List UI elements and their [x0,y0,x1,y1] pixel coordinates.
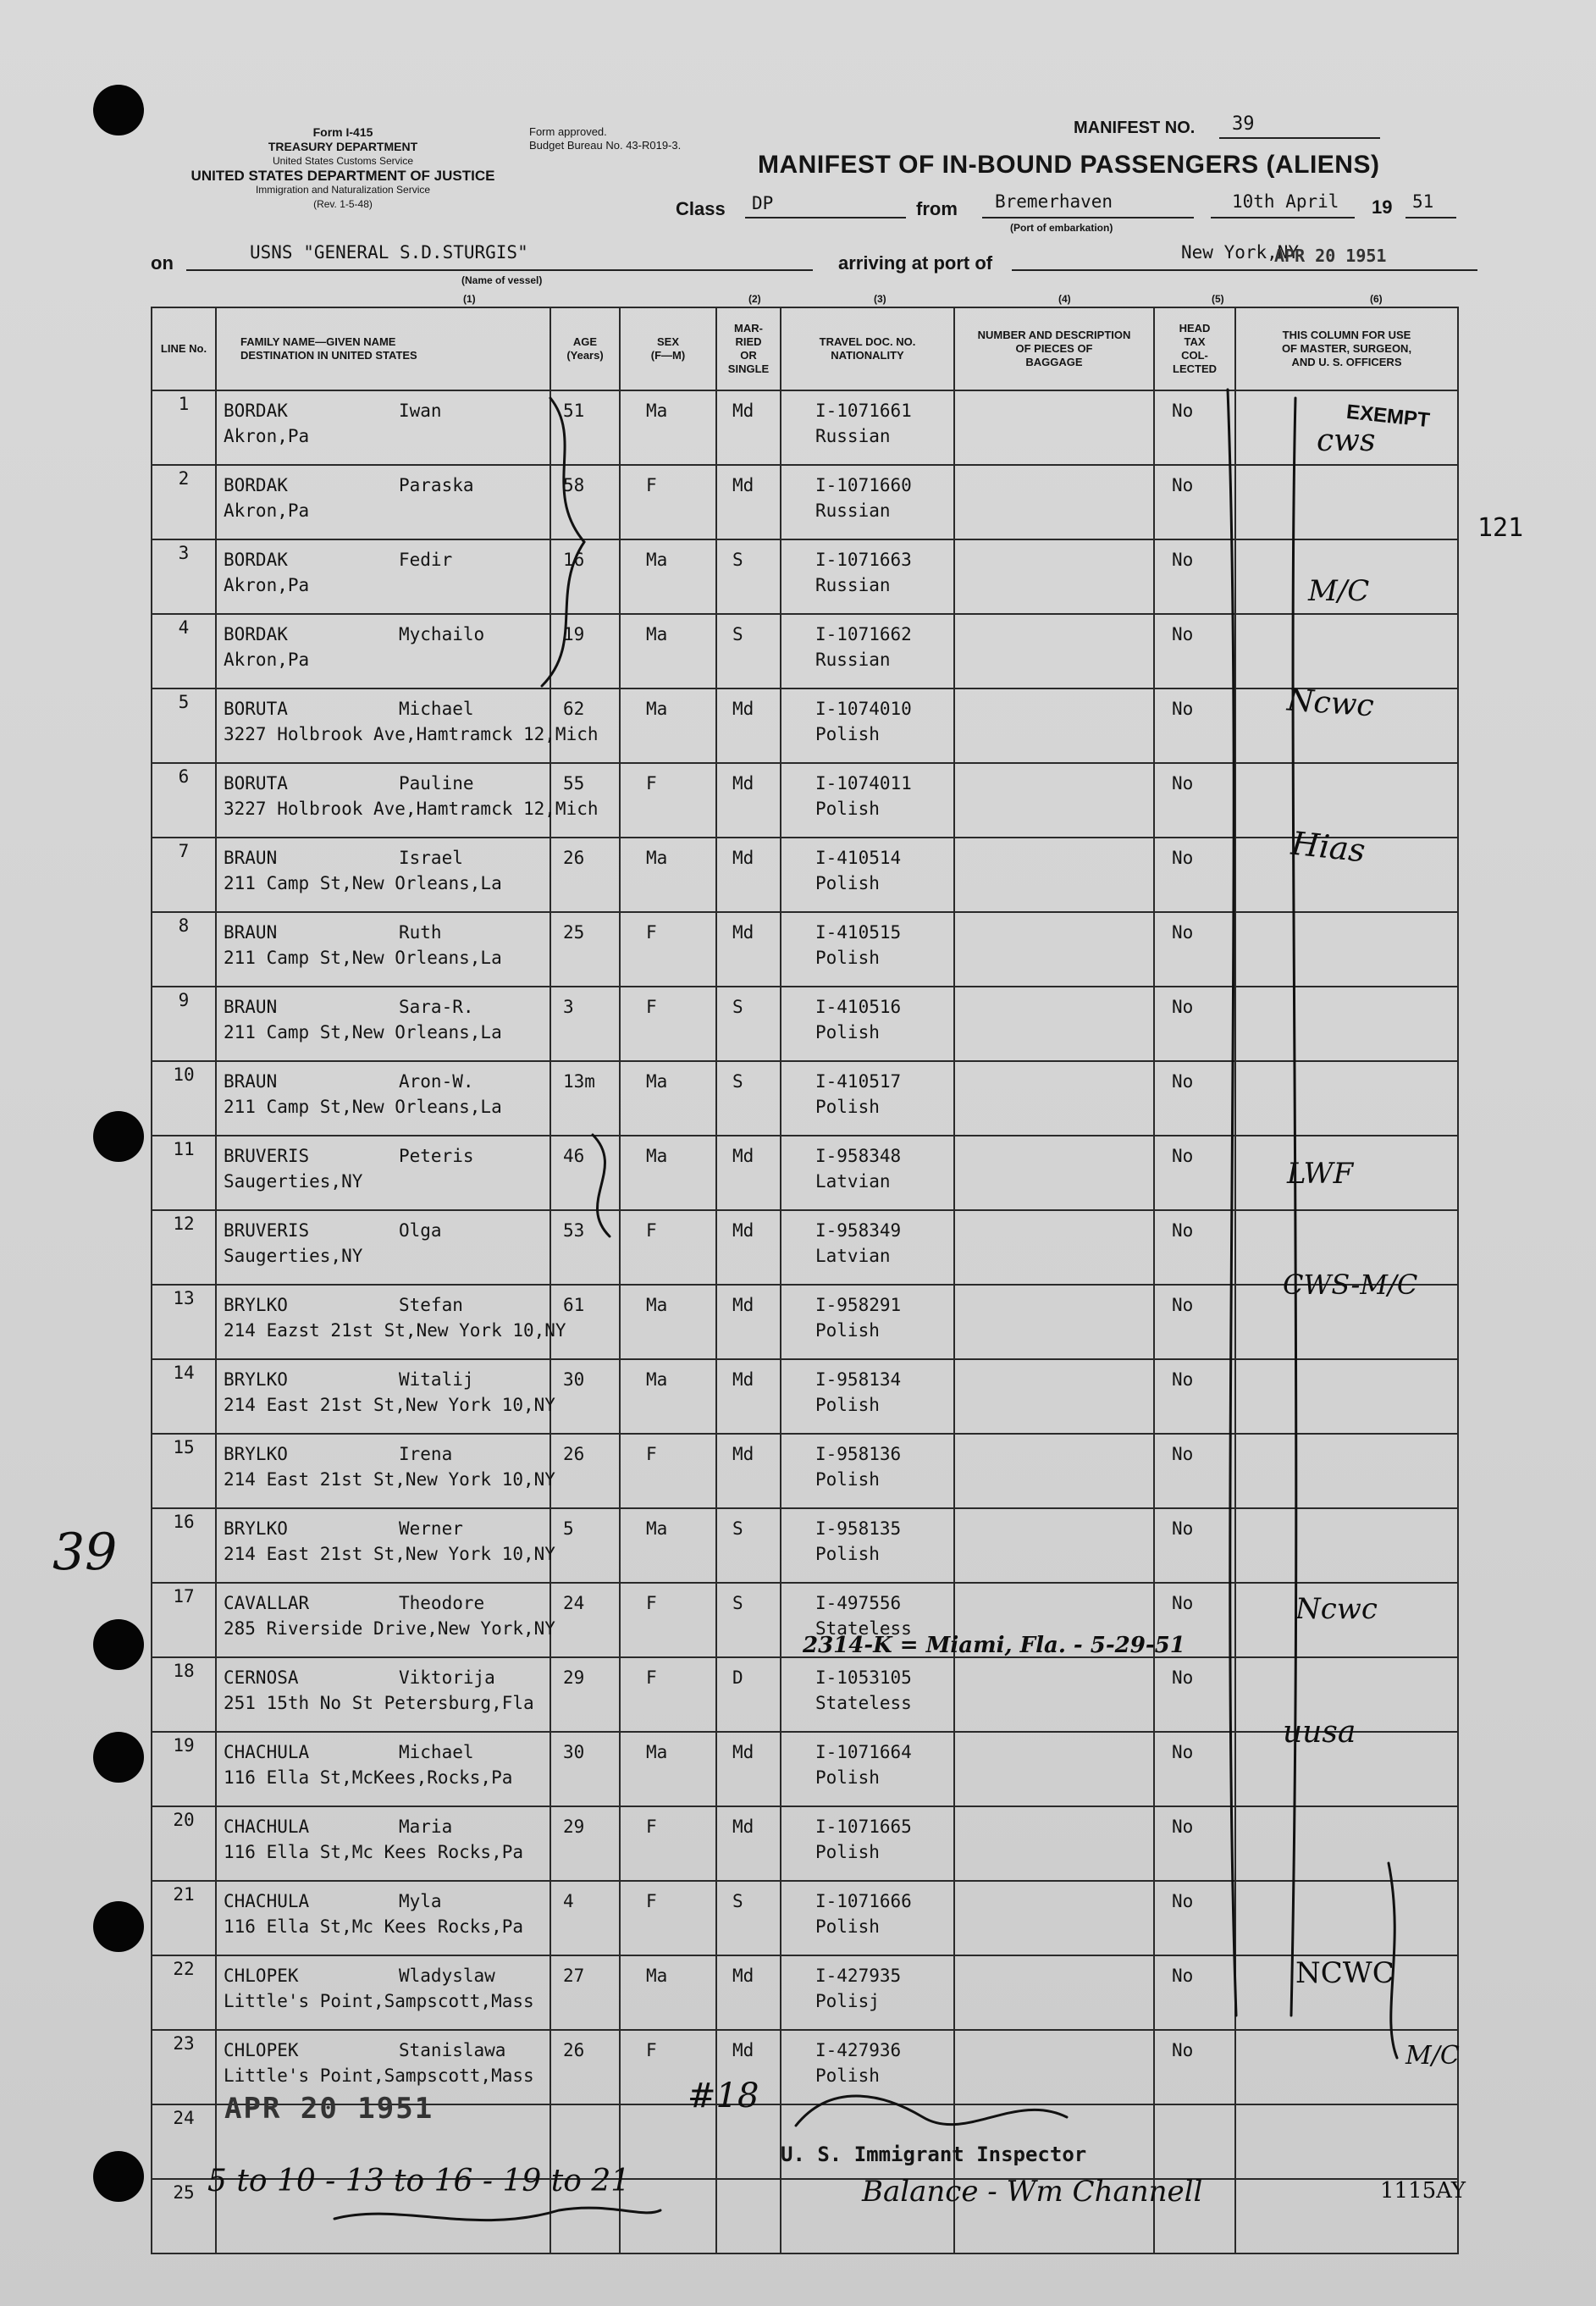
cws-annotation: cws [1317,423,1376,458]
sex-cell: F [620,912,716,987]
ins-line: Immigration and Naturalization Service [255,184,431,196]
head-tax-cell: No [1154,1657,1235,1732]
nationality: Stateless [815,1618,912,1639]
marital-cell: Md [716,912,781,987]
doc-number: I-427935 [815,1966,902,1986]
age-cell: 5 [550,1508,620,1583]
family-name: CHLOPEK [224,1966,299,1986]
sex-cell: Ma [620,838,716,912]
head-tax-cell: No [1154,1955,1235,2030]
cws-mc-annotation: CWS-M/C [1283,1269,1418,1301]
sex-cell: F [620,1881,716,1955]
marital-cell: Md [716,465,781,539]
doc-number: I-1071665 [815,1817,912,1837]
bottom-range-note: 5 to 10 - 13 to 16 - 19 to 21 [207,2164,631,2198]
doc-number: I-958136 [815,1444,902,1464]
doc-number: I-1074010 [815,699,912,719]
given-name: Theodore [399,1593,485,1613]
given-name: Maria [399,1817,453,1837]
given-name: Aron-W. [399,1071,474,1092]
head-tax-cell: No [1154,987,1235,1061]
ncwc-annotation-3: NCWC [1295,1956,1394,1990]
line-number: 6 [152,763,216,838]
nationality: Polish [815,1842,880,1862]
sex-cell: Ma [620,1285,716,1359]
marital-cell: D [716,1657,781,1732]
given-name: Werner [399,1518,463,1539]
ncwc-annotation: Ncwc [1285,683,1375,724]
age-cell: 26 [550,2030,620,2104]
col-sex: SEX (F—M) [620,307,716,390]
class-value: DP [752,193,774,213]
col-officers: THIS COLUMN FOR USE OF MASTER, SURGEON, AND U. S. OFFICERS [1235,307,1458,390]
family-name: BRAUN [224,997,278,1017]
destination: 285 Riverside Drive,New York,NY [224,1618,555,1639]
marital-cell: S [716,987,781,1061]
destination: Saugerties,NY [224,1171,363,1192]
nationality: Polish [815,1544,880,1564]
page-number-annotation: 121 [1477,513,1524,543]
line-number: 10 [152,1061,216,1136]
inspector-label: U. S. Immigrant Inspector [781,2143,1087,2166]
sex-cell: F [620,1210,716,1285]
balance-date-note: 1115AY [1380,2178,1466,2204]
sex-cell: Ma [620,1061,716,1136]
signature-stroke [796,2096,1067,2126]
nationality: Latvian [815,1246,891,1266]
given-name: Witalij [399,1369,474,1390]
sex-cell: Ma [620,539,716,614]
destination: Little's Point,Sampscott,Mass [224,1991,534,2011]
col-line: LINE No. [152,307,216,390]
family-name: BORDAK [224,475,288,495]
destination: Akron,Pa [224,650,310,670]
from-label: from [916,198,958,219]
exempt-annotation: EXEMPT [1345,400,1431,433]
sex-cell: Ma [620,1136,716,1210]
age-cell: 30 [550,1732,620,1806]
family-name: BORUTA [224,773,288,794]
given-name: Mychailo [399,624,485,644]
marital-cell: Md [716,763,781,838]
col-name: FAMILY NAME—GIVEN NAME DESTINATION IN UNITED STATES [216,307,550,390]
line-number: 9 [152,987,216,1061]
ncwc-annotation-2: Ncwc [1295,1592,1378,1626]
line-number: 8 [152,912,216,987]
head-tax-cell: No [1154,1434,1235,1508]
age-cell: 55 [550,763,620,838]
head-tax-cell: No [1154,614,1235,688]
destination: 211 Camp St,New Orleans,La [224,873,502,893]
destination: Akron,Pa [224,575,310,595]
sex-cell: F [620,1657,716,1732]
balance-note: Balance - Wm Channell [862,2175,1203,2209]
head-tax-cell: No [1154,1881,1235,1955]
doc-number: I-1071664 [815,1742,912,1762]
line-number: 23 [152,2030,216,2104]
nationality: Russian [815,575,891,595]
age-cell: 53 [550,1210,620,1285]
age-cell: 16 [550,539,620,614]
nationality: Polish [815,1320,880,1341]
arrival-date-stamp: APR 20 1951 [1274,246,1387,266]
marital-cell: S [716,614,781,688]
marital-cell: Md [716,838,781,912]
family-name: BRYLKO [224,1444,288,1464]
doc-number: I-1074011 [815,773,912,794]
col-num-3: (3) [874,293,886,305]
sex-cell: F [620,763,716,838]
line-number: 14 [152,1359,216,1434]
given-name: Michael [399,1742,474,1762]
line-number: 17 [152,1583,216,1657]
marital-cell: Md [716,1359,781,1434]
given-name: Ruth [399,922,442,943]
given-name: Wladyslaw [399,1966,495,1986]
bracket-stroke [593,1135,610,1236]
line-number: 24 [152,2104,216,2179]
col-travel-doc: TRAVEL DOC. NO. NATIONALITY [781,307,954,390]
age-cell: 30 [550,1359,620,1434]
family-name: BRYLKO [224,1369,288,1390]
destination: 3227 Holbrook Ave,Hamtramck 12,Mich [224,799,599,819]
line-number: 4 [152,614,216,688]
family-name: BRAUN [224,848,278,868]
doc-number: I-1071663 [815,550,912,570]
doc-number: I-958349 [815,1220,902,1241]
lwf-annotation: LWF [1287,1157,1354,1191]
hias-annotation: Hias [1289,824,1367,870]
sex-cell: F [620,1583,716,1657]
sex-cell: F [620,1806,716,1881]
head-tax-cell: No [1154,1806,1235,1881]
form-number: Form I-415 [312,125,373,139]
page-title: MANIFEST OF IN-BOUND PASSENGERS (ALIENS) [758,151,1380,179]
line-number: 15 [152,1434,216,1508]
given-name: Fedir [399,550,453,570]
nationality: Polish [815,948,880,968]
head-tax-cell: No [1154,1210,1235,1285]
family-name: BRYLKO [224,1295,288,1315]
col-num-2: (2) [748,293,761,305]
age-cell: 58 [550,465,620,539]
family-name: CHACHULA [224,1742,310,1762]
age-cell: 61 [550,1285,620,1359]
arrival-port: New York,NY [1181,242,1300,263]
marital-cell: S [716,539,781,614]
doc-number: I-1071662 [815,624,912,644]
destination: 3227 Holbrook Ave,Hamtramck 12,Mich [224,724,599,744]
given-name: Paraska [399,475,474,495]
head-tax-cell: No [1154,390,1235,465]
given-name: Myla [399,1891,442,1911]
vertical-pen-line [1228,390,1236,2016]
destination: 211 Camp St,New Orleans,La [224,1022,502,1042]
line-number: 20 [152,1806,216,1881]
head-tax-cell: No [1154,2030,1235,2104]
head-tax-cell: No [1154,912,1235,987]
sex-cell: F [620,465,716,539]
line-number: 18 [152,1657,216,1732]
destination: 214 East 21st St,New York 10,NY [224,1544,555,1564]
sex-cell: Ma [620,614,716,688]
sex-cell: Ma [620,688,716,763]
nationality: Polish [815,1395,880,1415]
destination: 214 East 21st St,New York 10,NY [224,1395,555,1415]
age-cell: 51 [550,390,620,465]
doc-number: I-958348 [815,1146,902,1166]
destination: 116 Ella St,Mc Kees Rocks,Pa [224,1916,524,1937]
doc-number: I-1071660 [815,475,912,495]
given-name: Iwan [399,401,442,421]
marital-cell: Md [716,1955,781,2030]
col-married: MAR- RIED OR SINGLE [716,307,781,390]
col-num-4: (4) [1058,293,1071,305]
date-day: 10th April [1232,191,1339,212]
age-cell: 26 [550,838,620,912]
nationality: Latvian [815,1171,891,1192]
head-tax-cell: No [1154,1508,1235,1583]
destination: 116 Ella St,McKees,Rocks,Pa [224,1767,513,1788]
age-cell: 29 [550,1806,620,1881]
destination: 251 15th No St Petersburg,Fla [224,1693,534,1713]
nationality: Polish [815,2065,880,2086]
head-tax-cell: No [1154,1583,1235,1657]
nationality: Russian [815,650,891,670]
given-name: Stanislawa [399,2040,506,2060]
nationality: Polish [815,1767,880,1788]
form-approved-text: Form approved. [529,125,607,138]
manifest-no-value: 39 [1232,113,1255,135]
marital-cell: S [716,1508,781,1583]
budget-bureau-text: Budget Bureau No. 43-R019-3. [529,139,682,152]
nationality: Polish [815,724,880,744]
given-name: Stefan [399,1295,463,1315]
nationality: Polish [815,873,880,893]
justice-department: UNITED STATES DEPARTMENT OF JUSTICE [191,168,495,184]
age-cell: 62 [550,688,620,763]
marital-cell: Md [716,1732,781,1806]
cernosa-note: 2314-K = Miami, Fla. - 5-29-51 [803,1633,1185,1658]
head-tax-cell: No [1154,1061,1235,1136]
destination: 214 East 21st St,New York 10,NY [224,1469,555,1490]
marital-cell: Md [716,688,781,763]
nationality: Polish [815,1097,880,1117]
doc-number: I-1071661 [815,401,912,421]
given-name: Michael [399,699,474,719]
family-name: BRAUN [224,1071,278,1092]
destination: Akron,Pa [224,426,310,446]
head-tax-cell: No [1154,1732,1235,1806]
line-number: 12 [152,1210,216,1285]
on-label: on [151,252,174,274]
sex-cell: F [620,1434,716,1508]
line-number: 5 [152,688,216,763]
col-head-tax: HEAD TAX COL- LECTED [1154,307,1235,390]
line-number: 16 [152,1508,216,1583]
given-name: Irena [399,1444,453,1464]
vertical-pen-line [1389,1863,1397,2058]
age-cell: 27 [550,1955,620,2030]
line-number: 22 [152,1955,216,2030]
age-cell: 29 [550,1657,620,1732]
destination: 214 Eazst 21st St,New York 10,NY [224,1320,566,1341]
line-number: 7 [152,838,216,912]
mc-annotation: M/C [1308,574,1370,608]
date-year-prefix: 19 [1372,196,1393,218]
doc-number: I-958134 [815,1369,902,1390]
age-cell: 19 [550,614,620,688]
destination: 211 Camp St,New Orleans,La [224,1097,502,1117]
sex-cell: Ma [620,390,716,465]
family-name: CHLOPEK [224,2040,299,2060]
family-name: BRUVERIS [224,1220,310,1241]
family-name: BRUVERIS [224,1146,310,1166]
signature-stroke [334,2208,660,2220]
head-tax-cell: No [1154,1136,1235,1210]
from-value: Bremerhaven [995,191,1113,212]
sex-cell: Ma [620,1732,716,1806]
col-age: AGE (Years) [550,307,620,390]
age-cell: 4 [550,1881,620,1955]
doc-number: I-958135 [815,1518,902,1539]
given-name: Viktorija [399,1667,495,1688]
age-cell: 26 [550,1434,620,1508]
revision-line: (Rev. 1-5-48) [313,198,373,210]
nationality: Russian [815,426,891,446]
sex-cell: Ma [620,1508,716,1583]
family-name: BORDAK [224,401,288,421]
class-label: Class [676,198,726,219]
sex-cell: Ma [620,1359,716,1434]
marital-cell: Md [716,1285,781,1359]
doc-number: I-1071666 [815,1891,912,1911]
vertical-pen-line [1291,398,1296,2016]
line-number: 13 [152,1285,216,1359]
family-name: BRAUN [224,922,278,943]
head-tax-cell: No [1154,838,1235,912]
age-cell: 13m [550,1061,620,1136]
col-baggage: NUMBER AND DESCRIPTION OF PIECES OF BAGGAGE [954,307,1154,390]
given-name: Pauline [399,773,474,794]
line-number: 19 [152,1732,216,1806]
doc-number: I-1053105 [815,1667,912,1688]
bracket-stroke [542,398,584,686]
age-cell: 25 [550,912,620,987]
nationality: Polish [815,1916,880,1937]
nationality: Polish [815,1469,880,1490]
family-name: CHACHULA [224,1817,310,1837]
nationality: Polisj [815,1991,880,2011]
vessel-name: USNS "GENERAL S.D.STURGIS" [250,242,528,263]
date-year: 51 [1412,191,1434,212]
marital-cell: Md [716,2030,781,2104]
destination: Saugerties,NY [224,1246,363,1266]
family-name: CHACHULA [224,1891,310,1911]
nationality: Polish [815,799,880,819]
age-cell: 24 [550,1583,620,1657]
nationality: Stateless [815,1693,912,1713]
marital-cell: Md [716,1136,781,1210]
nationality: Polish [815,1022,880,1042]
marital-cell: Md [716,390,781,465]
given-name: Israel [399,848,463,868]
family-name: BORDAK [224,624,288,644]
marital-cell: S [716,1583,781,1657]
vessel-caption: (Name of vessel) [461,274,543,286]
sex-cell: F [620,2030,716,2104]
doc-number: I-427936 [815,2040,902,2060]
mc-annotation-2: M/C [1405,2041,1460,2071]
treasury-department: TREASURY DEPARTMENT [268,140,418,153]
destination: 211 Camp St,New Orleans,La [224,948,502,968]
port-of-embarkation-caption: (Port of embarkation) [1010,222,1113,234]
head-tax-cell: No [1154,1285,1235,1359]
destination: Little's Point,Sampscott,Mass [224,2065,534,2086]
line-number: 2 [152,465,216,539]
col-num-6: (6) [1370,293,1383,305]
hash-annotation: #18 [688,2077,759,2115]
given-name: Olga [399,1220,442,1241]
marital-cell: Md [716,1806,781,1881]
line-number: 11 [152,1136,216,1210]
family-name: BORDAK [224,550,288,570]
doc-number: I-410514 [815,848,902,868]
given-name: Peteris [399,1146,474,1166]
marital-cell: Md [716,1434,781,1508]
uusa-annotation: uusa [1283,1715,1356,1750]
line-number: 1 [152,390,216,465]
line-number: 3 [152,539,216,614]
family-name: CERNOSA [224,1667,299,1688]
family-name: CAVALLAR [224,1593,310,1613]
doc-number: I-497556 [815,1593,902,1613]
head-tax-cell: No [1154,539,1235,614]
doc-number: I-410515 [815,922,902,943]
doc-number: I-410517 [815,1071,902,1092]
destination: Akron,Pa [224,500,310,521]
head-tax-cell: No [1154,763,1235,838]
head-tax-cell: No [1154,688,1235,763]
marital-cell: S [716,1881,781,1955]
line-number: 21 [152,1881,216,1955]
arriving-label: arriving at port of [838,252,993,274]
family-name: BORUTA [224,699,288,719]
head-tax-cell: No [1154,1359,1235,1434]
age-cell: 46 [550,1136,620,1210]
count-annotation: 39 [52,1523,118,1582]
line-number: 25 [152,2179,216,2253]
doc-number: I-958291 [815,1295,902,1315]
col-num-5: (5) [1212,293,1224,305]
sex-cell: Ma [620,1955,716,2030]
customs-service: United States Customs Service [272,155,414,167]
manifest-no-label: MANIFEST NO. [1074,119,1196,137]
given-name: Sara-R. [399,997,474,1017]
family-name: BRYLKO [224,1518,288,1539]
age-cell: 3 [550,987,620,1061]
destination: 116 Ella St,Mc Kees Rocks,Pa [224,1842,524,1862]
date-stamp: APR 20 1951 [224,2092,434,2126]
nationality: Russian [815,500,891,521]
col-num-1: (1) [463,293,476,305]
marital-cell: S [716,1061,781,1136]
head-tax-cell: No [1154,465,1235,539]
sex-cell: F [620,987,716,1061]
marital-cell: Md [716,1210,781,1285]
doc-number: I-410516 [815,997,902,1017]
